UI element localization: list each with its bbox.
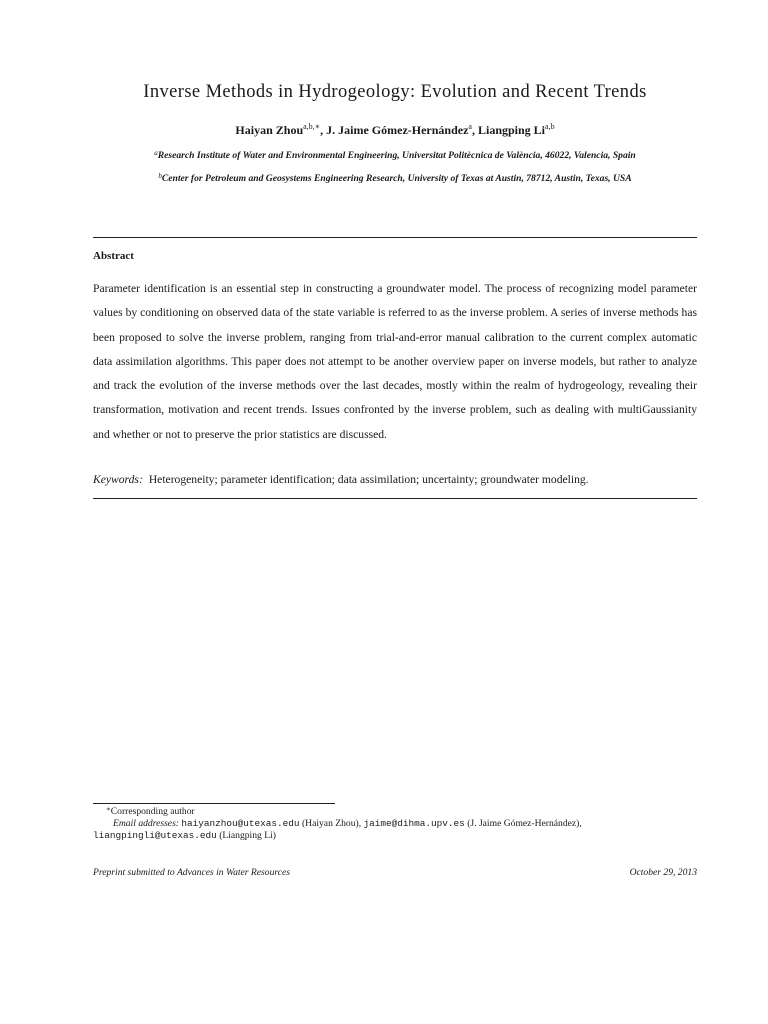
paper-title: Inverse Methods in Hydrogeology: Evolution and Recent Trends [143,82,647,102]
author-affiliation-mark: a,b,∗ [303,122,321,131]
abstract-heading: Abstract [93,250,134,262]
email-owner: (Liangping Li) [219,830,276,841]
email-link[interactable]: jaime@dihma.upv.es [363,818,465,829]
abstract-body: Parameter identification is an essential step in constructing a groundwater model. The process of recognizing model parameter values by conditioning on observed data of the state variable is referred to as the inverse problem. A series of inverse methods has been proposed to solve the inverse problem, ranging from trial-and-error manual calibration to the current complex automatic data assimilation algorithms. This paper does not attempt to be another overview paper on inverse models, but rather to analyze and track the evolution of the inverse methods over the last decades, mostly within the realm of hydrogeology, revealing their transformation, motivation and recent trends. Issues confronted by the inverse problem, such as dealing with multiGaussianity and whether or not to preserve the prior statistics are discussed. [93,282,697,441]
footnote-emails [93,818,717,830]
author-list [0,123,768,138]
email-owner: (J. Jaime Gómez-Hernández), [467,818,582,829]
abstract-top-rule [93,237,697,238]
affiliation-text: Center for Petroleum and Geosystems Engineering Research, University of Texas at Austin, 78712, Austin, Texas, USA [161,173,632,184]
author-name: Haiyan Zhou [235,123,304,137]
footnote-rule [93,803,335,804]
keywords-text: Heterogeneity; parameter identification; data assimilation; uncertainty; groundwater modeling. [148,473,589,486]
preprint-note: Preprint submitted to Advances in Water Resources [93,867,290,878]
footnote-corresponding-text: Corresponding author [110,806,195,817]
footnote-emails-continued [93,830,697,842]
preprint-date: October 29, 2013 [629,867,697,878]
affiliation-b [93,173,697,185]
author-separator: , [471,123,478,137]
email-owner: (Haiyan Zhou), [301,818,362,829]
footnote-mark: ∗ [106,805,111,813]
keywords-label: Keywords: [93,473,143,486]
author-name: J. Jaime Gómez-Hernández [326,123,469,137]
email-link[interactable]: liangpingli@utexas.edu [93,830,217,841]
email-link[interactable]: haiyanzhou@utexas.edu [181,818,300,829]
footnote-corresponding [93,806,710,818]
affiliation-text: Research Institute of Water and Environmental Engineering, Universitat Politècnica de València, 46022, Valencia, Spain [157,150,636,161]
author-name: Liangping Li [477,123,546,137]
author-affiliation-mark: a,b [545,122,555,131]
email-label: Email addresses: [113,818,179,829]
author-affiliation-mark: a [468,122,472,131]
abstract-bottom-rule [93,498,697,499]
affiliation-a [93,150,697,162]
affiliation-mark: b [158,172,162,180]
author-separator: , [320,123,327,137]
keywords-line [93,473,697,486]
affiliation-mark: a [154,149,158,157]
